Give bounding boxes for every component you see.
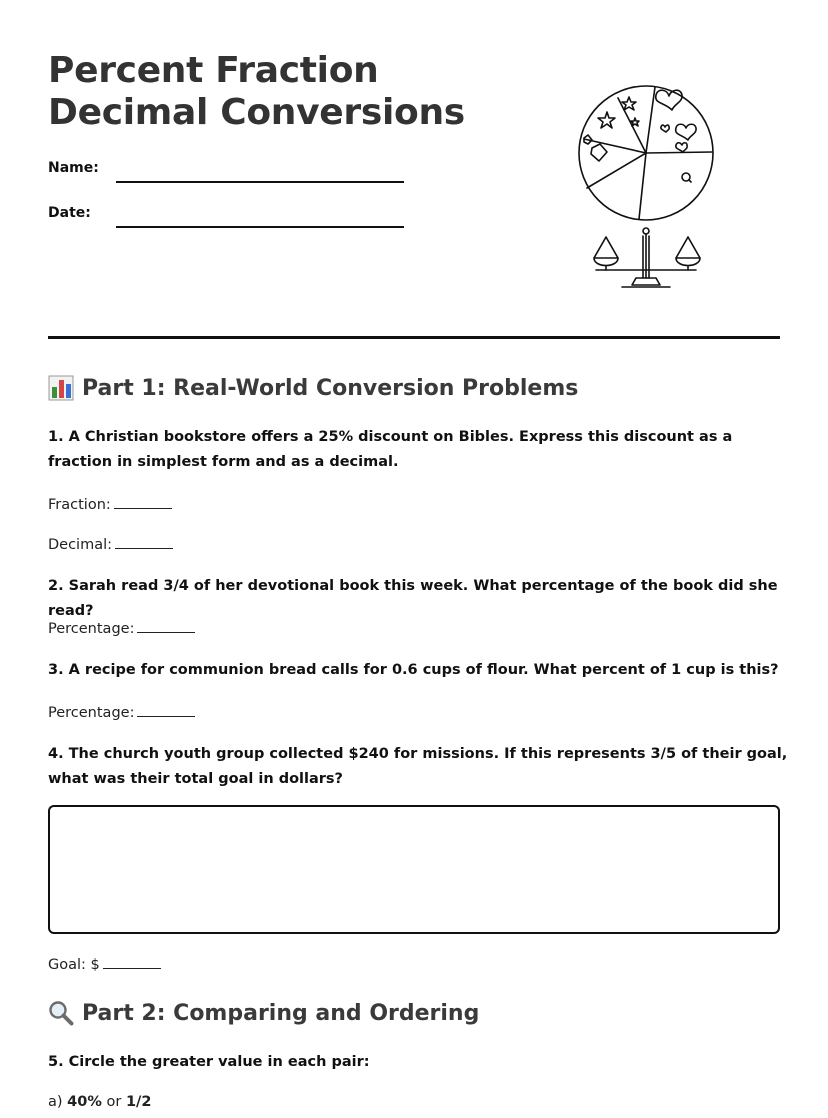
magnifying-glass-icon xyxy=(48,1000,74,1026)
date-field[interactable] xyxy=(116,226,404,228)
q1-fraction-blank[interactable] xyxy=(114,494,172,509)
question-2: 2. Sarah read 3/4 of her devotional book this week. What percentage of the book did she read? xyxy=(48,578,778,619)
q1-fraction-label: Fraction: xyxy=(48,497,111,513)
q1-decimal-label: Decimal: xyxy=(48,537,113,553)
q4-answer-label: Goal: $ xyxy=(48,957,100,973)
part1-heading xyxy=(48,375,578,401)
q4-work-area[interactable] xyxy=(48,805,780,934)
question-5: 5. Circle the greater value in each pair: xyxy=(48,1054,370,1070)
q2-answer-label: Percentage: xyxy=(48,621,135,637)
q4-answer-blank[interactable] xyxy=(103,954,161,969)
question-1: 1. A Christian bookstore offers a 25% discount on Bibles. Express this discount as a fraction in simplest form and as a decimal. xyxy=(48,429,733,470)
part2-heading-text: Part 2: Comparing and Ordering xyxy=(82,1000,480,1026)
q2-answer-row xyxy=(48,618,195,637)
q4-answer-row xyxy=(48,954,161,973)
q1-fraction-row xyxy=(48,494,172,513)
header-divider xyxy=(48,336,780,339)
title-line-1: Percent Fraction xyxy=(48,50,379,91)
q5-a-left-value[interactable]: 40% xyxy=(67,1094,102,1110)
date-label: Date: xyxy=(48,205,91,221)
q3-answer-blank[interactable] xyxy=(137,702,195,717)
q3-answer-label: Percentage: xyxy=(48,705,135,721)
question-3: 3. A recipe for communion bread calls for 0.6 cups of flour. What percent of 1 cup is this? xyxy=(48,662,779,678)
q1-decimal-blank[interactable] xyxy=(115,534,173,549)
title-line-2: Decimal Conversions xyxy=(48,92,465,133)
q5-pair-a xyxy=(48,1094,151,1110)
q5-a-right-value[interactable]: 1/2 xyxy=(125,1094,152,1110)
pie-chart-balance-scale-icon xyxy=(570,82,720,294)
part2-heading xyxy=(48,1000,479,1026)
q2-answer-blank[interactable] xyxy=(137,618,195,633)
bar-chart-icon xyxy=(48,375,74,401)
part1-heading-text: Part 1: Real-World Conversion Problems xyxy=(82,375,579,401)
q1-decimal-row xyxy=(48,534,173,553)
page-title xyxy=(48,50,465,134)
question-4: 4. The church youth group collected $240 for missions. If this represents 3/5 of their goal, what was their total goal in dollars? xyxy=(48,746,788,787)
q5-a-prefix: a) xyxy=(48,1094,63,1110)
name-field[interactable] xyxy=(116,181,404,183)
name-label: Name: xyxy=(48,160,99,176)
q3-answer-row xyxy=(48,702,195,721)
q5-a-or: or xyxy=(106,1094,122,1110)
